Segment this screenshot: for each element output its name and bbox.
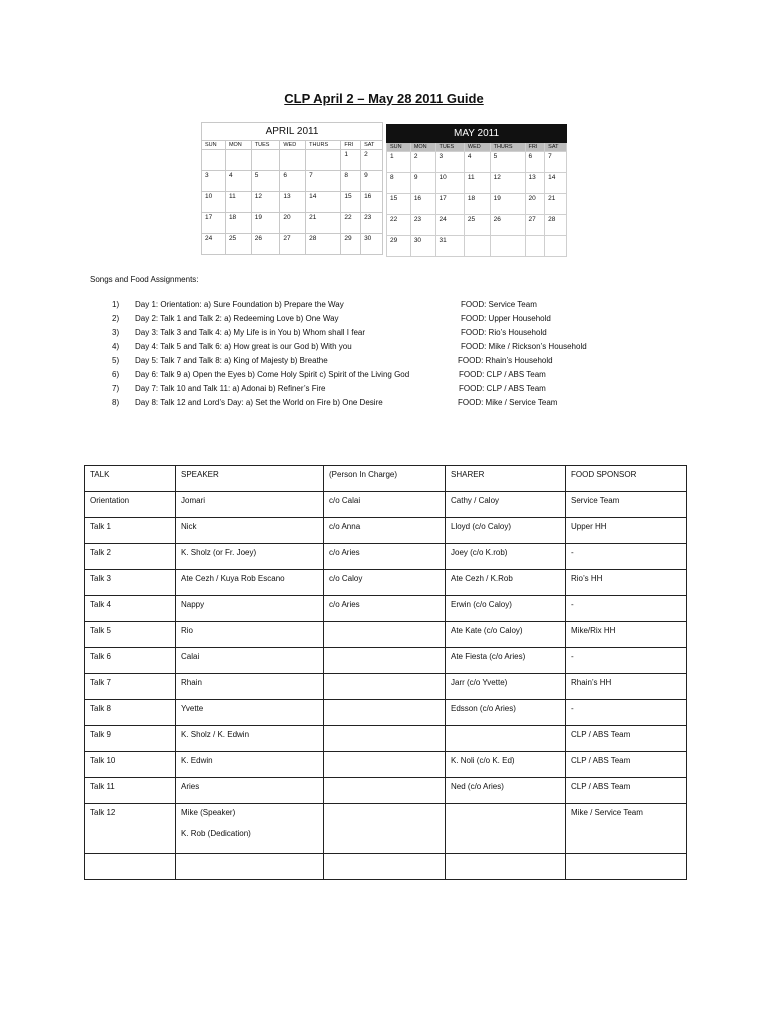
table-cell: - xyxy=(566,700,687,726)
table-cell: Yvette xyxy=(176,700,324,726)
speaker-line: Mike (Speaker) xyxy=(181,808,236,817)
table-cell: CLP / ABS Team xyxy=(566,778,687,804)
table-cell: Jomari xyxy=(176,492,324,518)
table-cell: Talk 3 xyxy=(85,570,176,596)
table-row xyxy=(85,518,687,544)
table-cell: c/o Aries xyxy=(324,544,446,570)
table-cell: Nappy xyxy=(176,596,324,622)
calendar-day: 18 xyxy=(225,213,251,234)
table-cell: Orientation xyxy=(85,492,176,518)
table-row xyxy=(85,492,687,518)
table-row xyxy=(85,752,687,778)
table-row xyxy=(85,570,687,596)
calendar-day xyxy=(464,236,490,257)
table-cell: c/o Caloy xyxy=(324,570,446,596)
table-cell: Talk 9 xyxy=(85,726,176,752)
calendar-day: 7 xyxy=(545,152,567,173)
calendar-day: 19 xyxy=(251,213,280,234)
table-cell: Mike/Rix HH xyxy=(566,622,687,648)
calendar-day: 10 xyxy=(436,173,464,194)
assignment-num: 2) xyxy=(112,314,120,323)
column-header: (Person In Charge) xyxy=(324,466,446,492)
table-cell xyxy=(324,854,446,880)
table-cell: CLP / ABS Team xyxy=(566,752,687,778)
table-cell: c/o Anna xyxy=(324,518,446,544)
assignment-num: 1) xyxy=(112,300,120,309)
calendar-day: 2 xyxy=(361,150,383,171)
calendar-day: 6 xyxy=(525,152,545,173)
assignment-text: Day 5: Talk 7 and Talk 8: a) King of Majesty b) Breathe xyxy=(135,356,328,365)
calendar-day: 27 xyxy=(525,215,545,236)
table-cell: Rio xyxy=(176,622,324,648)
calendar-day: 13 xyxy=(280,192,306,213)
calendar-day: 10 xyxy=(202,192,226,213)
calendar-week xyxy=(202,150,383,171)
calendar-weekday: FRI xyxy=(525,143,545,152)
calendar-day: 24 xyxy=(436,215,464,236)
calendar-weekday: THURS xyxy=(306,141,341,150)
calendar-day: 24 xyxy=(202,234,226,255)
assignment-num: 8) xyxy=(112,398,120,407)
calendar-may xyxy=(386,124,567,257)
calendar-day: 9 xyxy=(410,173,436,194)
calendar-day: 17 xyxy=(202,213,226,234)
table-row xyxy=(85,726,687,752)
table-cell: Edsson (c/o Aries) xyxy=(446,700,566,726)
table-cell xyxy=(85,854,176,880)
calendar-day xyxy=(225,150,251,171)
calendar-day: 28 xyxy=(306,234,341,255)
calendar-day: 14 xyxy=(545,173,567,194)
calendar-day: 3 xyxy=(436,152,464,173)
calendar-day: 2 xyxy=(410,152,436,173)
calendar-week xyxy=(387,215,567,236)
table-cell xyxy=(446,726,566,752)
calendar-week xyxy=(387,173,567,194)
table-cell: Talk 8 xyxy=(85,700,176,726)
calendar-weekday: SUN xyxy=(387,143,411,152)
speaker-line-2: K. Rob (Dedication) xyxy=(181,829,251,838)
table-cell: Service Team xyxy=(566,492,687,518)
table-cell xyxy=(324,674,446,700)
table-row xyxy=(85,674,687,700)
calendar-weekday: THURS xyxy=(490,143,525,152)
assignment-num: 4) xyxy=(112,342,120,351)
table-cell: Aries xyxy=(176,778,324,804)
assignment-text: Day 7: Talk 10 and Talk 11: a) Adonai b) Refiner’s Fire xyxy=(135,384,326,393)
calendar-day: 1 xyxy=(341,150,361,171)
calendar-day xyxy=(490,236,525,257)
calendar-week xyxy=(202,171,383,192)
calendar-day: 4 xyxy=(464,152,490,173)
table-cell: Talk 7 xyxy=(85,674,176,700)
assignment-food: FOOD: Service Team xyxy=(461,300,537,309)
table-cell: Talk 12 xyxy=(85,804,176,854)
calendar-weekday-row xyxy=(387,143,567,152)
table-cell: Talk 11 xyxy=(85,778,176,804)
table-cell: Talk 2 xyxy=(85,544,176,570)
table-cell: K. Edwin xyxy=(176,752,324,778)
table-cell xyxy=(446,854,566,880)
calendar-day: 18 xyxy=(464,194,490,215)
calendar-day: 22 xyxy=(387,215,411,236)
calendar-day: 23 xyxy=(361,213,383,234)
assignment-text: Day 8: Talk 12 and Lord’s Day: a) Set the World on Fire b) One Desire xyxy=(135,398,383,407)
assignment-food: FOOD: Rio’s Household xyxy=(461,328,547,337)
calendar-day: 25 xyxy=(225,234,251,255)
calendar-day: 8 xyxy=(387,173,411,194)
table-cell: Rhain’s HH xyxy=(566,674,687,700)
calendar-day: 20 xyxy=(525,194,545,215)
calendar-week xyxy=(202,234,383,255)
calendar-weekday: WED xyxy=(280,141,306,150)
calendar-weekday: FRI xyxy=(341,141,361,150)
table-cell xyxy=(176,854,324,880)
table-cell xyxy=(324,700,446,726)
table-cell: c/o Calai xyxy=(324,492,446,518)
table-cell: Ate Cezh / K.Rob xyxy=(446,570,566,596)
table-cell: Talk 1 xyxy=(85,518,176,544)
assignment-num: 7) xyxy=(112,384,120,393)
column-header: TALK xyxy=(85,466,176,492)
table-cell xyxy=(324,804,446,854)
assignment-num: 5) xyxy=(112,356,120,365)
calendar-day: 8 xyxy=(341,171,361,192)
table-cell: Cathy / Caloy xyxy=(446,492,566,518)
calendar-weekday: SAT xyxy=(361,141,383,150)
table-row xyxy=(85,700,687,726)
table-cell: K. Sholz (or Fr. Joey) xyxy=(176,544,324,570)
calendar-day: 29 xyxy=(387,236,411,257)
assignment-text: Day 2: Talk 1 and Talk 2: a) Redeeming Love b) One Way xyxy=(135,314,339,323)
table-cell: - xyxy=(566,596,687,622)
calendar-weekday: WED xyxy=(464,143,490,152)
assignment-text: Day 4: Talk 5 and Talk 6: a) How great is our God b) With you xyxy=(135,342,352,351)
songs-heading: Songs and Food Assignments: xyxy=(90,275,199,284)
calendar-weekday: SUN xyxy=(202,141,226,150)
table-cell: Ate Kate (c/o Caloy) xyxy=(446,622,566,648)
calendar-april xyxy=(201,122,383,255)
assignment-text: Day 1: Orientation: a) Sure Foundation b) Prepare the Way xyxy=(135,300,344,309)
calendar-day: 30 xyxy=(361,234,383,255)
table-cell: Ate Cezh / Kuya Rob Escano xyxy=(176,570,324,596)
table-cell: Ned (c/o Aries) xyxy=(446,778,566,804)
column-header: SPEAKER xyxy=(176,466,324,492)
calendar-weekday: TUES xyxy=(436,143,464,152)
calendar-day: 30 xyxy=(410,236,436,257)
table-cell: Calai xyxy=(176,648,324,674)
calendar-week xyxy=(387,152,567,173)
table-cell: Talk 10 xyxy=(85,752,176,778)
calendar-weekday-row xyxy=(202,141,383,150)
table-cell: CLP / ABS Team xyxy=(566,726,687,752)
calendar-day: 7 xyxy=(306,171,341,192)
table-cell xyxy=(324,752,446,778)
calendar-day: 12 xyxy=(490,173,525,194)
page-title: CLP April 2 – May 28 2011 Guide xyxy=(284,91,484,106)
table-header-row xyxy=(85,466,687,492)
table-cell: Nick xyxy=(176,518,324,544)
calendar-week xyxy=(387,236,567,257)
calendar-day: 5 xyxy=(490,152,525,173)
table-cell: Ate Fiesta (c/o Aries) xyxy=(446,648,566,674)
calendar-weekday: SAT xyxy=(545,143,567,152)
table-row xyxy=(85,804,687,854)
table-cell: K. Noli (c/o K. Ed) xyxy=(446,752,566,778)
table-row xyxy=(85,622,687,648)
calendar-day: 22 xyxy=(341,213,361,234)
calendar-week xyxy=(202,192,383,213)
calendar-day: 26 xyxy=(251,234,280,255)
calendar-day: 23 xyxy=(410,215,436,236)
table-cell xyxy=(324,648,446,674)
assignment-num: 3) xyxy=(112,328,120,337)
calendar-week xyxy=(387,194,567,215)
calendar-day: 15 xyxy=(341,192,361,213)
calendar-weekday: MON xyxy=(410,143,436,152)
calendar-day: 29 xyxy=(341,234,361,255)
calendar-day xyxy=(545,236,567,257)
table-cell: Talk 4 xyxy=(85,596,176,622)
calendar-day xyxy=(525,236,545,257)
calendar-day xyxy=(251,150,280,171)
calendar-day: 21 xyxy=(306,213,341,234)
table-cell: Joey (c/o K.rob) xyxy=(446,544,566,570)
table-row xyxy=(85,544,687,570)
table-cell: Rio’s HH xyxy=(566,570,687,596)
calendar-day xyxy=(306,150,341,171)
calendar-day: 4 xyxy=(225,171,251,192)
table-cell: Rhain xyxy=(176,674,324,700)
assignment-text: Day 6: Talk 9 a) Open the Eyes b) Come Holy Spirit c) Spirit of the Living God xyxy=(135,370,410,379)
calendar-day: 15 xyxy=(387,194,411,215)
calendar-day: 11 xyxy=(225,192,251,213)
assignment-food: FOOD: Mike / Rickson’s Household xyxy=(461,342,587,351)
table-cell: Mike / Service Team xyxy=(566,804,687,854)
table-cell: Erwin (c/o Caloy) xyxy=(446,596,566,622)
calendar-day: 17 xyxy=(436,194,464,215)
calendar-day: 11 xyxy=(464,173,490,194)
calendar-weekday: MON xyxy=(225,141,251,150)
calendar-day: 3 xyxy=(202,171,226,192)
assignment-food: FOOD: Upper Household xyxy=(461,314,551,323)
table-cell: K. Sholz / K. Edwin xyxy=(176,726,324,752)
table-cell xyxy=(324,622,446,648)
table-cell xyxy=(324,726,446,752)
table-row xyxy=(85,854,687,880)
calendar-day: 31 xyxy=(436,236,464,257)
table-row xyxy=(85,596,687,622)
table-cell: Talk 6 xyxy=(85,648,176,674)
assignment-food: FOOD: Mike / Service Team xyxy=(458,398,558,407)
table-row xyxy=(85,648,687,674)
table-cell xyxy=(176,804,324,854)
calendar-day: 27 xyxy=(280,234,306,255)
calendar-week xyxy=(202,213,383,234)
calendar-day: 16 xyxy=(361,192,383,213)
table-cell: Talk 5 xyxy=(85,622,176,648)
table-cell: Upper HH xyxy=(566,518,687,544)
assignment-food: FOOD: CLP / ABS Team xyxy=(459,384,546,393)
calendar-day: 28 xyxy=(545,215,567,236)
table-cell: Jarr (c/o Yvette) xyxy=(446,674,566,700)
schedule-table xyxy=(84,465,687,880)
assignment-food: FOOD: CLP / ABS Team xyxy=(459,370,546,379)
calendar-day: 1 xyxy=(387,152,411,173)
assignment-food: FOOD: Rhain’s Household xyxy=(458,356,553,365)
calendar-day: 16 xyxy=(410,194,436,215)
column-header: SHARER xyxy=(446,466,566,492)
calendar-day: 12 xyxy=(251,192,280,213)
table-cell: - xyxy=(566,648,687,674)
calendar-day: 25 xyxy=(464,215,490,236)
calendar-day: 26 xyxy=(490,215,525,236)
table-cell xyxy=(446,804,566,854)
table-row xyxy=(85,778,687,804)
calendar-day: 5 xyxy=(251,171,280,192)
calendar-day: 14 xyxy=(306,192,341,213)
calendar-day: 19 xyxy=(490,194,525,215)
table-cell: c/o Aries xyxy=(324,596,446,622)
calendar-day: 20 xyxy=(280,213,306,234)
table-cell xyxy=(324,778,446,804)
calendar-day: 13 xyxy=(525,173,545,194)
table-cell: - xyxy=(566,544,687,570)
calendar-day: 6 xyxy=(280,171,306,192)
assignment-num: 6) xyxy=(112,370,120,379)
column-header: FOOD SPONSOR xyxy=(566,466,687,492)
table-cell: Lloyd (c/o Caloy) xyxy=(446,518,566,544)
calendar-day: 21 xyxy=(545,194,567,215)
calendar-weekday: TUES xyxy=(251,141,280,150)
calendar-month-title: APRIL 2011 xyxy=(202,123,383,141)
calendar-day xyxy=(280,150,306,171)
calendar-month-title: MAY 2011 xyxy=(387,125,567,143)
assignment-text: Day 3: Talk 3 and Talk 4: a) My Life is in You b) Whom shall I fear xyxy=(135,328,366,337)
calendar-day: 9 xyxy=(361,171,383,192)
table-cell xyxy=(566,854,687,880)
calendar-day xyxy=(202,150,226,171)
